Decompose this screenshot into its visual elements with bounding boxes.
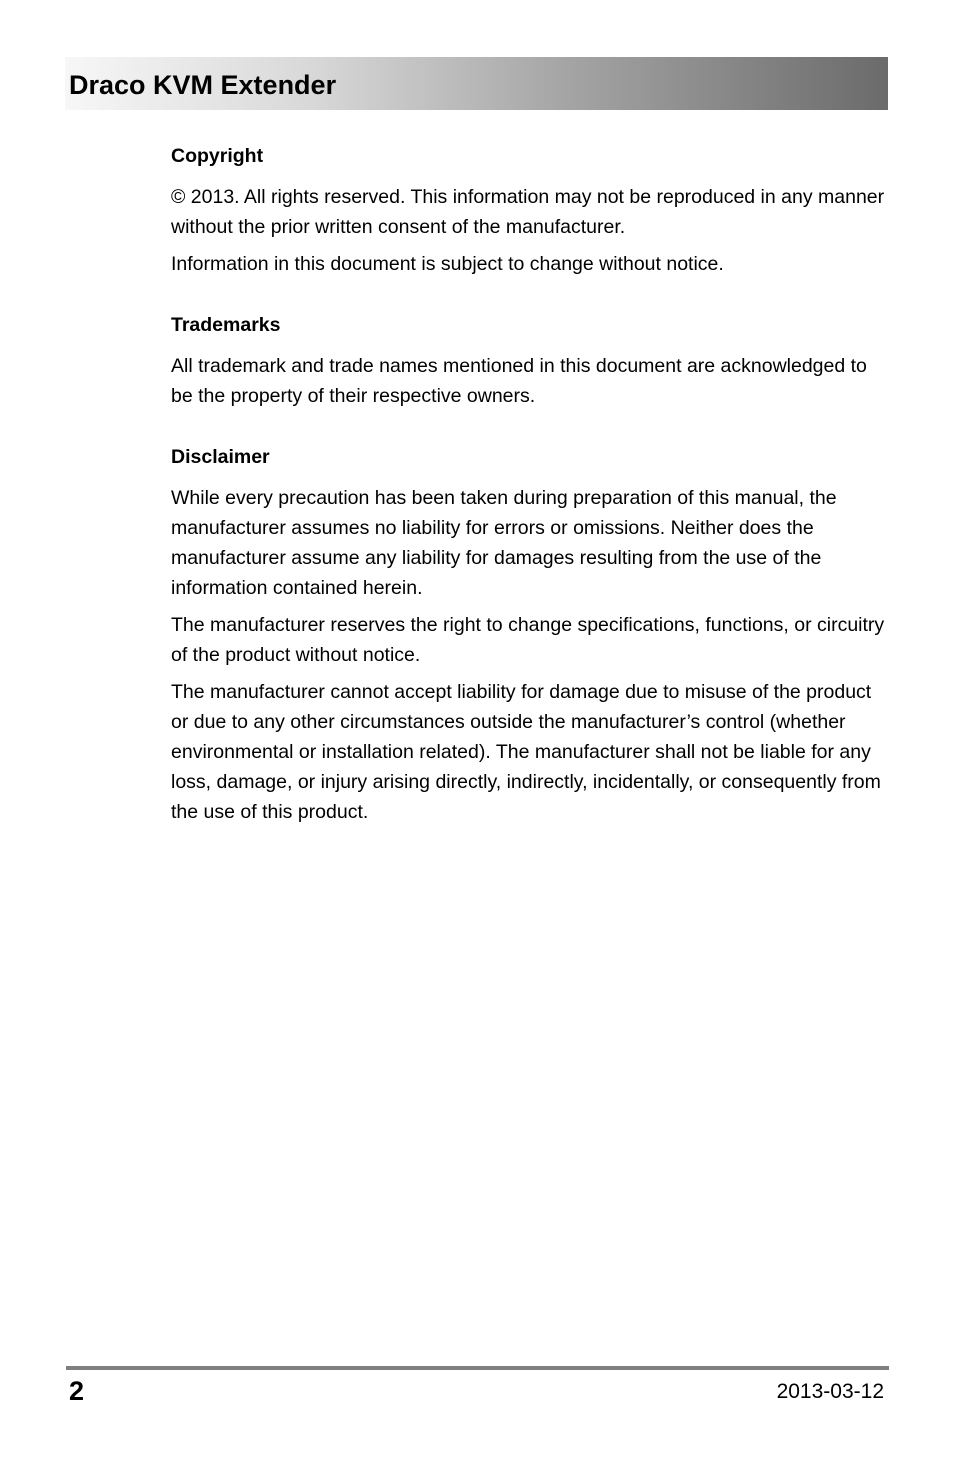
trademarks-paragraph: All trademark and trade names mentioned in this document are acknowledged to be the property of their respective owners. — [171, 355, 867, 407]
footer-date: 2013-03-12 — [776, 1380, 884, 1403]
change-notice-paragraph: Information in this document is subject to change without notice. — [171, 253, 724, 275]
header-bar — [65, 57, 888, 110]
page-content — [171, 144, 891, 861]
trademarks-section — [171, 313, 891, 411]
footer-divider — [66, 1366, 889, 1370]
section-heading-copyright: Copyright — [171, 145, 264, 167]
disclaimer-paragraph-misuse: The manufacturer cannot accept liability for damage due to misuse of the product or due to any other circumstances outside the manufacturer’s control (whether environmental or installation related). The manufacturer shall not be liable for any loss, damage, or injury arising directly, indirectly, incidentally, or consequently from the use of this product. — [171, 681, 881, 823]
disclaimer-paragraph-specifications: The manufacturer reserves the right to change specifications, functions, or circuitry of the product without notice. — [171, 614, 885, 666]
section-heading-disclaimer: Disclaimer — [171, 446, 270, 468]
copyright-paragraph: © 2013. All rights reserved. This information may not be reproduced in any manner without the prior written consent of the manufacturer. — [171, 186, 885, 238]
document-title: Draco KVM Extender — [69, 70, 337, 100]
disclaimer-paragraph-liability: While every precaution has been taken during preparation of this manual, the manufacturer assumes no liability for errors or omissions. Neither does the manufacturer assume any liability for damages resulting from the use of the information contained herein. — [171, 487, 837, 599]
page-number: 2 — [69, 1376, 85, 1406]
copyright-section — [171, 144, 891, 279]
section-heading-trademarks: Trademarks — [171, 314, 281, 336]
disclaimer-section — [171, 445, 891, 827]
